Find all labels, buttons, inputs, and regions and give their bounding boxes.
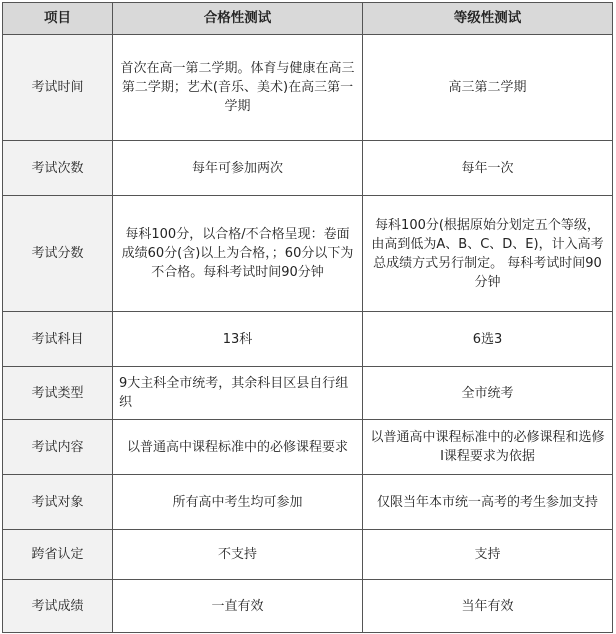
table-row: [3, 367, 613, 420]
table-row: [3, 420, 613, 475]
grade-cell: 全市统考: [363, 367, 613, 420]
row-label: 考试成绩: [3, 580, 113, 633]
grade-cell: 6选3: [363, 312, 613, 367]
row-label: 考试次数: [3, 141, 113, 196]
row-label: 考试内容: [3, 420, 113, 475]
header-grade-test: 等级性测试: [363, 3, 613, 35]
qualification-cell: 首次在高一第二学期。体育与健康在高三第二学期；艺术(音乐、美术)在高三第一学期: [113, 35, 363, 141]
row-label: 跨省认定: [3, 530, 113, 580]
qualification-cell: 以普通高中课程标准中的必修课程要求: [113, 420, 363, 475]
table-row: [3, 141, 613, 196]
row-label: 考试类型: [3, 367, 113, 420]
header-item: 项目: [3, 3, 113, 35]
grade-cell: 以普通高中课程标准中的必修课程和选修I课程要求为依据: [363, 420, 613, 475]
table-row: [3, 580, 613, 633]
table-row: [3, 530, 613, 580]
comparison-table: [2, 2, 613, 633]
row-label: 考试分数: [3, 196, 113, 312]
qualification-cell: 一直有效: [113, 580, 363, 633]
table-row: [3, 475, 613, 530]
header-row: [3, 3, 613, 35]
qualification-cell: 不支持: [113, 530, 363, 580]
grade-cell: 当年有效: [363, 580, 613, 633]
qualification-cell: 9大主科全市统考，其余科目区县自行组织: [113, 367, 363, 420]
qualification-cell: 每科100分，以合格/不合格呈现：卷面成绩60分(含)以上为合格，；60分以下为不合格。每科考试时间90分钟: [113, 196, 363, 312]
grade-cell: 仅限当年本市统一高考的考生参加支持: [363, 475, 613, 530]
qualification-cell: 13科: [113, 312, 363, 367]
row-label: 考试科目: [3, 312, 113, 367]
table-row: [3, 312, 613, 367]
grade-cell: 高三第二学期: [363, 35, 613, 141]
grade-cell: 支持: [363, 530, 613, 580]
header-qualification-test: 合格性测试: [113, 3, 363, 35]
table-row: [3, 196, 613, 312]
row-label: 考试时间: [3, 35, 113, 141]
qualification-cell: 每年可参加两次: [113, 141, 363, 196]
table-row: [3, 35, 613, 141]
row-label: 考试对象: [3, 475, 113, 530]
grade-cell: 每年一次: [363, 141, 613, 196]
qualification-cell: 所有高中考生均可参加: [113, 475, 363, 530]
grade-cell: 每科100分(根据原始分划定五个等级，由高到低为A、B、C、D、E)，计入高考总成绩方式另行制定。 每科考试时间90分钟: [363, 196, 613, 312]
